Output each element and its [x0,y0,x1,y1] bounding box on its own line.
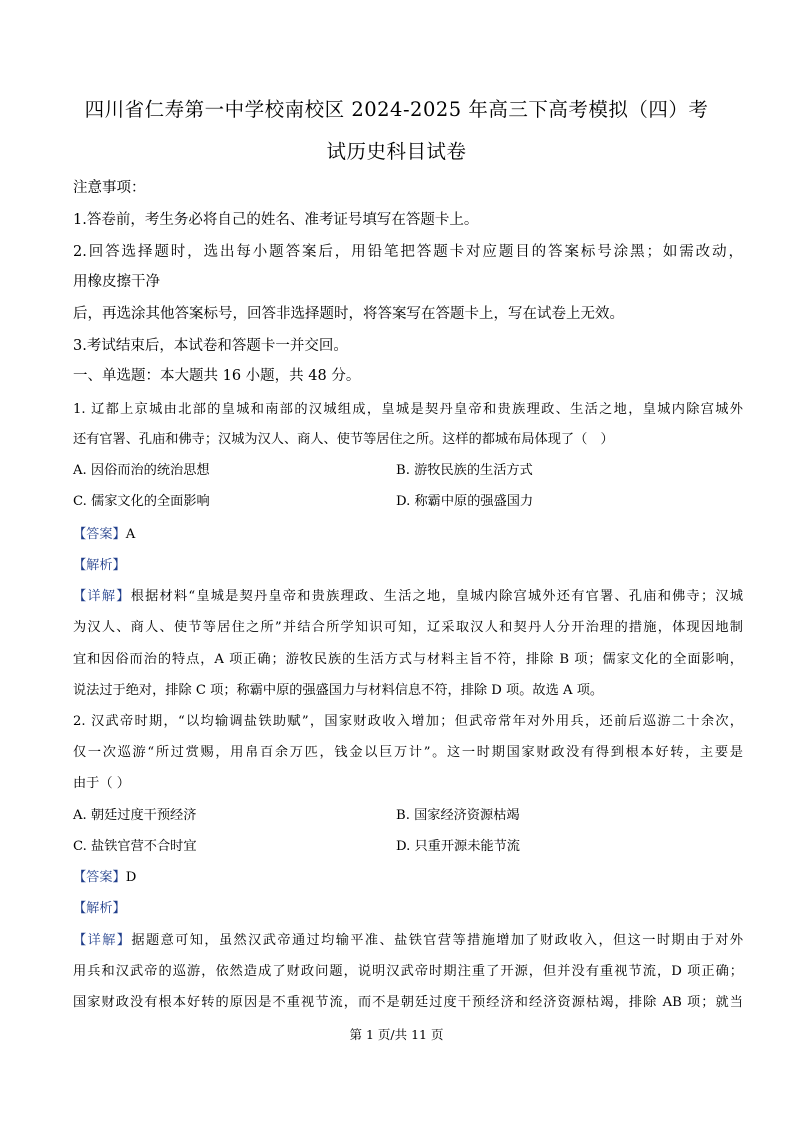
q1-option-d: D. 称霸中原的强盛国力 [396,494,534,509]
q1-detail-line-d: 说法过于绝对，排除 C 项；称霸中原的强盛国力与材料信息不符，排除 D 项。故选 A 项。 [73,683,604,698]
q2-detail-line-c: 国家财政没有根本好转的原因是不重视节流，而不是朝廷过度干预经济和经济资源枯竭，排除 AB 项；就当 [73,995,743,1010]
q2-answer-tag: 【答案】 [73,870,126,885]
q1-detail-line-b: 为汉人、商人、使节等居住之所”并结合所学知识可知，辽采取汉人和契丹人分开治理的措施，体现因地制 [73,620,743,635]
q2-analysis-tag [73,897,743,916]
q1-answer-tag: 【答案】 [73,527,126,542]
note-item-2-line-c: 后，再选涂其他答案标号，回答非选择题时，将答案写在答题卡上，写在试卷上无效。 [73,306,624,322]
note-item-2-line-a: 2.回答选择题时，选出每小题答案后，用铅笔把答题卡对应题目的答案标号涂黑；如需改动， [73,244,743,260]
q2-analysis-label: 【解析】 [73,901,126,916]
q1-detail-line-c: 宜和因俗而治的特点，A 项正确；游牧民族的生活方式与材料主旨不符，排除 B 项；儒家文化的全面影响， [73,652,743,667]
q2-option-b: B. 国家经济资源枯竭 [396,808,520,823]
q1-detail-tag: 【详解】 [73,589,131,604]
q1-detail-line-a [73,585,743,604]
page-footer: 第 1 页/共 11 页 [349,1027,444,1042]
q1-analysis-tag [73,554,743,573]
exam-title-line-1: 四川省仁寿第一中学校南校区 2024-2025 年高三下高考模拟（四）考 [84,98,709,121]
q2-option-d: D. 只重开源未能节流 [396,839,520,854]
q2-option-a: A. 朝廷过度干预经济 [73,808,197,823]
q1-detail-text-a: 根据材料“皇城是契丹皇帝和贵族理政、生活之地，皇城内除宫城外还有官署、孔庙和佛寺；汉城 [130,589,743,604]
q1-option-c: C. 儒家文化的全面影响 [73,494,210,509]
q2-stem-line-a: 2. 汉武帝时期，“以均输调盐铁助赋”，国家财政收入增加；但武帝常年对外用兵，还前后巡游二十余次， [73,714,743,729]
q1-answer-value: A [125,527,136,542]
q1-stem-line-b: 还有官署、孔庙和佛寺；汉城为汉人、商人、使节等居住之所。这样的都城布局体现了（ ） [73,432,614,447]
q2-detail-text-a: 据题意可知，虽然汉武帝通过均输平准、盐铁官营等措施增加了财政收入，但这一时期由于对外 [131,933,743,948]
q2-stem-line-b: 仅一次巡游“所过赏赐，用帛百余万匹，钱金以巨万计”。这一时期国家财政没有得到根本好转，主要是 [73,745,743,760]
note-item-1: 1.答卷前，考生务必将自己的姓名、准考证号填写在答题卡上。 [73,212,479,228]
q1-stem-line-a: 1. 辽都上京城由北部的皇城和南部的汉城组成，皇城是契丹皇帝和贵族理政、生活之地，皇城内除宫城外 [73,402,743,417]
q1-answer [73,523,743,542]
q2-detail-line-a [73,929,743,948]
section-heading: 一、单选题：本大题共 16 小题，共 48 分。 [73,368,361,384]
q2-answer-value: D [125,870,137,885]
q2-detail-tag: 【详解】 [73,933,132,948]
q2-answer [73,866,743,885]
q1-option-a: A. 因俗而治的统治思想 [73,463,210,478]
exam-title-line-2: 试历史科目试卷 [326,140,467,163]
q2-detail-line-b: 用兵和汉武帝的巡游，依然造成了财政问题，说明汉武帝时期注重了开源，但并没有重视节流，D 项正确； [73,964,743,979]
notes-heading: 注意事项： [73,180,146,196]
q1-analysis-label: 【解析】 [73,558,126,573]
q2-stem-line-c: 由于（ ） [73,776,130,791]
q1-option-b: B. 游牧民族的生活方式 [396,463,533,478]
q2-option-c: C. 盐铁官营不合时宜 [73,839,197,854]
note-item-2-line-b: 用橡皮擦干净 [73,274,160,290]
note-item-3: 3.考试结束后，本试卷和答题卡一并交回。 [73,338,348,354]
